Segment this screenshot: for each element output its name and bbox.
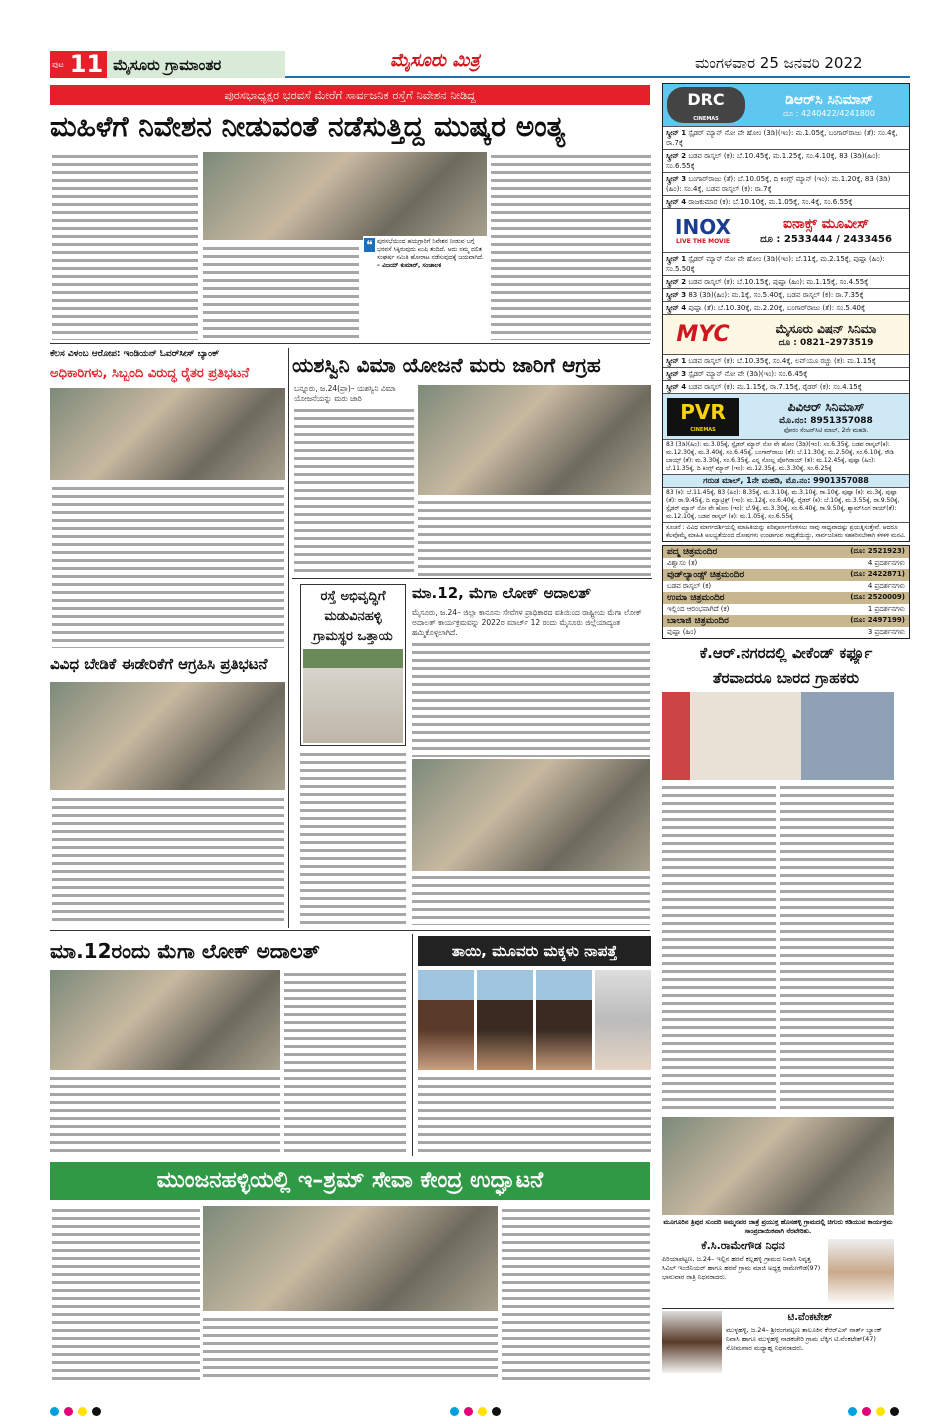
- screen-row: ಸ್ಕ್ರೀನ್ 1 ಸ್ಪೈಡರ್ ಮ್ಯಾನ್ ನೋ ವೇ ಹೋಂ (3ಡಿ)(ಇಂ): ಬೆ.11ಕ್ಕೆ, ಮ.2.15ಕ್ಕೆ, ಪುಷ್ಪಾ (ಹಿಂ): ಸಂ.5.50ಕ್ಕೆ: [663, 252, 909, 275]
- missing-person-photo: [477, 970, 533, 1070]
- lead-headline: ಮಹಿಳೆಗೆ ನಿವೇಶನ ನೀಡುವಂತೆ ನಡೆಸುತ್ತಿದ್ದ ಮುಷ್ಕರ ಅಂತ್ಯ: [50, 110, 566, 143]
- demands-body: [52, 795, 284, 925]
- adalat-lead: ಮೈಸೂರು, ಜ.24– ಜಿಲ್ಲಾ ಕಾನೂನು ಸೇವೆಗಳ ಪ್ರಾಧಿಕಾರದ ವತಿಯಿಂದ ರಾಷ್ಟ್ರೀಯ ಮೆಗಾ ಲೋಕ್ ಅದಾಲತ್ ಕಾರ್ಯಕ್ರಮವನ್ನು 2022ರ ಮಾರ್ಚ್ 12 ರಂದು ಮೈಸೂರು ಜಿಲ್ಲೆಯಾದ್ಯಂತ ಹಮ್ಮಿಕೊಳ್ಳಲಾಗಿದೆ.: [412, 608, 650, 638]
- myc-header: [663, 314, 909, 354]
- garuda-shows: 83 (ಕ): ಬೆ.11.45ಕ್ಕೆ, 83 (ಹಿಂ): 8.35ಕ್ಕೆ, ಮ.3.10ಕ್ಕೆ, ಮ.3.10ಕ್ಕೆ, ರಾ.10ಕ್ಕೆ, ಪುಷ್ಪಾ (ಕ): ಮ.3ಕ್ಕೆ, ಪುಷ್ಪಾ (ತೆ): ರಾ.9.45ಕ್ಕೆ, ದಿ ಮ್ಯಾಟ್ರಿಕ್ಸ್ (ಇಂ): ಮ.12ಕ್ಕೆ, ಸಂ.6.40ಕ್ಕೆ, ರೈಡರ್ (ಕ): ಬೆ.10ಕ್ಕೆ, ಮ.3.55ಕ್ಕೆ, ರಾ.9.50ಕ್ಕೆ, ಸ್ಪೈಡರ್ ಮ್ಯಾನ್ ನೋ ವೇ ಹೋಂ (ಇಂ): ಬೆ.9ಕ್ಕೆ, ಮ.3.30ಕ್ಕೆ, ಸಂ.6.40ಕ್ಕೆ, ರಾ.9.50ಕ್ಕೆ, ಶ್ಯಾಮ್‌ಸಿಂಗ ರಾಯ್(ತೆ): ಮ.12.10ಕ್ಕೆ, ಬಡವ ರಾಸ್ಕಲ್ (ಕ): ಮ.1.05ಕ್ಕೆ, ಸಂ.6.55ಕ್ಕೆ: [663, 487, 909, 522]
- registration-marks-left: [50, 1401, 106, 1420]
- demands-photo: [50, 682, 285, 790]
- divider: [292, 578, 652, 579]
- krnagar-photo: [662, 692, 894, 780]
- eshram-body-3: [502, 1206, 650, 1381]
- drc-header: [663, 84, 909, 126]
- theatre-header: ಬಾಲಾಜಿ ಚಿತ್ರಮಂದಿರ (ದೂ: 2497199): [663, 615, 909, 627]
- missing-photos: [418, 970, 651, 1070]
- demands-headline: ವಿವಿಧ ಬೇಡಿಕೆ ಈಡೇರಿಕೆಗೆ ಆಗ್ರಹಿಸಿ ಪ್ರತಿಭಟನೆ: [50, 655, 268, 673]
- missing-person-photo: [536, 970, 592, 1070]
- yashaswini-headline: ಯಶಸ್ವಿನಿ ವಿಮಾ ಯೋಜನೆ ಮರು ಜಾರಿಗೆ ಆಗ್ರಹ: [292, 353, 601, 377]
- festival-caption: ಮೂಗೂರಿನ ತ್ರಿಪುರ ಸುಂದರಿ ಅಮ್ಮನವರ ಜಾತ್ರೆ ಪ್ರಯುಕ್ತ ಹೊಸಹಳ್ಳಿ ಗ್ರಾಮದಲ್ಲಿ ಚಿಗುರು ಕಡಿಯುವ ಕಾರ್ಯಕ್ರಮ ಸಾಂಪ್ರದಾಯಿಕವಾಗಿ ನೆರವೇರಿತು.: [663, 1218, 893, 1235]
- quote-author: – ವಿಜಯ್ ಕುಮಾರ್, ಸಂಚಾಲಕ: [377, 262, 442, 269]
- screen-row: ಸ್ಕ್ರೀನ್ 3 83 (3ಡಿ)(ಹಿಂ): ಮ.1ಕ್ಕೆ, ಸಂ.5.40ಕ್ಕೆ, ಬಡವ ರಾಸ್ಕಲ್ (ಕ): ರಾ.7.35ಕ್ಕೆ: [663, 288, 909, 301]
- obituary: [662, 1239, 894, 1305]
- yashaswini-body-2: [418, 498, 651, 576]
- column-divider: [288, 348, 289, 928]
- divider: [50, 930, 650, 931]
- theatre-film: ಇಲ್ಲಿಂದ ಆರಂಭವಾಗಿದೆ (ಕ) 1 ಪ್ರದರ್ಶನಗಳು: [663, 604, 909, 615]
- bank-kicker: ಕೆಲಸ ವಿಳಂಬ ಆರೋಪ: ಇಂಡಿಯನ್ ಓವರ್‌ಸೀಸ್ ಬ್ಯಾಂಕ್: [50, 349, 220, 359]
- lead-photo: [203, 152, 487, 240]
- adalat2-photo: [50, 970, 280, 1070]
- screen-row: ಸ್ಕ್ರೀನ್ 4 ರಾಜಕುಮಾರ (ಕ): ಬೆ.10.10ಕ್ಕೆ, ಮ.1.05ಕ್ಕೆ, ಸಂ.4ಕ್ಕೆ, ಸಂ.6.55ಕ್ಕೆ: [663, 195, 909, 208]
- right-sidebar: [662, 83, 910, 1373]
- theatre-film: ವಿಶ್ವಾಸಂ (ತ) 4 ಪ್ರದರ್ಶನಗಳು: [663, 558, 909, 569]
- road-body: [300, 750, 406, 925]
- bank-body: [52, 484, 284, 648]
- inox-name: ಐನಾಕ್ಸ್ ಮೂವೀಸ್: [782, 216, 870, 232]
- bank-photo: [50, 388, 285, 480]
- pvr-location: ಫೋರಂ ಸೆಂಟರ್‌ಸಿಟಿ ಮಾಲ್, 2ನೇ ಮಹಡಿ.: [783, 426, 869, 434]
- festival-photo: [662, 1117, 894, 1215]
- drc-logo: DRC CINEMAS: [667, 87, 745, 123]
- registration-marks-right: [848, 1401, 904, 1420]
- road-headline: ರಸ್ತೆ ಅಭಿವೃದ್ಧಿಗೆ ಮಡುವಿನಹಳ್ಳಿ ಗ್ರಾಮಸ್ಥರ ಒತ್ತಾಯ: [313, 589, 393, 644]
- theatre-header: ಪದ್ಮ ಚಿತ್ರಮಂದಿರ (ದೂ: 2521923): [663, 546, 909, 558]
- adalat2-body-2: [50, 1074, 280, 1155]
- masthead-logo: ಮೈಸೂರು ಮಿತ್ರ: [390, 50, 480, 71]
- screen-row: ಸ್ಕ್ರೀನ್ 1 ಸ್ಪೈಡರ್ ಮ್ಯಾನ್ ನೋ ವೇ ಹೋಂ (3ಡಿ)(ಇಂ): ಮ.1.05ಕ್ಕೆ, ಬಂಗಾರ್‌ರಾಜು (ತೆ): ಸಂ.4ಕ್ಕೆ, ರಾ.7ಕ್ಕೆ: [663, 126, 909, 149]
- road-box: [300, 584, 406, 746]
- quote-icon: ❝: [364, 238, 375, 252]
- screen-row: ಸ್ಕ್ರೀನ್ 2 ಬಡವ ರಾಸ್ಕಲ್ (ಕ): ಬೆ.10.15ಕ್ಕೆ, ಪುಷ್ಪಾ (ಹಿಂ): ಮ.1.15ಕ್ಕೆ, ಸಂ.4.55ಕ್ಕೆ: [663, 275, 909, 288]
- eshram-body-2: [203, 1315, 498, 1381]
- yashaswini-lead: ಬನ್ನೂರು, ಜ.24(ಪ್ರಾ)– ಯಶಸ್ವಿನಿ ವಿಮಾ ಯೋಜನೆಯನ್ನು ಮರು ಜಾರಿ: [294, 384, 414, 404]
- issue-date: ಮಂಗಳವಾರ 25 ಜನವರಿ 2022: [695, 54, 863, 72]
- theatre-film: ಬಡವ ರಾಸ್ಕಲ್ (ಕ) 4 ಪ್ರದರ್ಶನಗಳು: [663, 581, 909, 592]
- bank-headline: ಅಧಿಕಾರಿಗಳು, ಸಿಬ್ಬಂದಿ ವಿರುದ್ಧ ರೈತರ ಪ್ರತಿಭಟನೆ: [50, 366, 250, 381]
- inox-header: [663, 208, 909, 252]
- myc-phone: ದೂ : 0821–2973519: [778, 337, 874, 348]
- krnagar-body: [662, 783, 894, 1114]
- pvr-name: ಪಿವಿಆರ್ ಸಿನಿಮಾಸ್: [787, 399, 865, 414]
- header-rule: [285, 76, 910, 78]
- pvr-header: [663, 393, 909, 439]
- theatre-list: [662, 545, 910, 639]
- drc-name: ಡಿಆರ್‌ಸಿ ಸಿನಿಮಾಸ್: [785, 92, 873, 108]
- pvr-shows: 83 (3ಡಿ)(ಹಿಂ): ಮ.3.05ಕ್ಕೆ, ಸ್ಪೈಡರ್ ಮ್ಯಾನ್ ನೋ ವೇ ಹೋಂ (3ಡಿ)(ಇಂ): ಸಂ.6.35ಕ್ಕೆ, ಬಡವ ರಾಸ್ಕಲ್(ಕ): ಮ.12.30ಕ್ಕೆ, ಮ.3.40ಕ್ಕೆ, ಸಂ.6.45ಕ್ಕೆ, ಬಂಗಾರ್‌ರಾಜು (ತೆ): ಬೆ.11.30ಕ್ಕೆ, ಮ.2.50ಕ್ಕೆ, ಸಂ.6.10ಕ್ಕೆ, ರೌಡಿ ಬಾಯ್ಸ್ (ತೆ): ಮ.3.30ಕ್ಕೆ, ಸಂ.6.35ಕ್ಕೆ, ಎನ್ನ ಸೋಲ್ಲ ಪೋಗಿರಾಯ್ (ತ): ಮ.12.45ಕ್ಕೆ, ಪುಷ್ಪಾ (ಹಿಂ): ಬೆ.11.35ಕ್ಕೆ, ದಿ ಕಿಂಗ್ಸ್ ಮ್ಯಾನ್ (ಇಂ): ಮ.12.35ಕ್ಕೆ, ಮ.3.30ಕ್ಕೆ, ಸಂ.6.25ಕ್ಕೆ: [663, 439, 909, 474]
- obituary: [662, 1308, 894, 1373]
- pvr-logo: PVR CINEMAS: [667, 398, 739, 436]
- section-title: ಮೈಸೂರು ಗ್ರಾಮಾಂತರ: [113, 55, 222, 74]
- obituary-name: ಕೆ.ಸಿ.ರಾಮೇಗೌಡ ನಿಧನ: [701, 1239, 785, 1252]
- eshram-headline: ಮುಂಜನಹಳ್ಳಿಯಲ್ಲಿ ಇ–ಶ್ರಮ್ ಸೇವಾ ಕೇಂದ್ರ ಉದ್ಘಾಟನೆ: [50, 1162, 650, 1200]
- theatre-film: ಪುಷ್ಪಾ (ಹಿಂ) 3 ಪ್ರದರ್ಶನಗಳು: [663, 627, 909, 638]
- inox-phone: ದೂ : 2533444 / 2433456: [760, 234, 892, 245]
- garuda-heading: ಗರುಡ ಮಾಲ್, 1ನೇ ಮಹಡಿ, ಮೊ.ನಂ: 9901357088: [663, 474, 909, 487]
- screen-row: ಸ್ಕ್ರೀನ್ 3 ಸ್ಪೈಡರ್ ಮ್ಯಾನ್ ನೋ ವೇ (3ಡಿ)(ಇಂ): ಸಂ.6.45ಕ್ಕೆ: [663, 367, 909, 380]
- page-number-box: [50, 51, 285, 78]
- road-photo: [303, 649, 403, 743]
- theatre-header: ಉಮಾ ಚಿತ್ರಮಂದಿರ (ದೂ: 2520009): [663, 592, 909, 604]
- quote-box: [363, 236, 487, 272]
- quote-text: ಪುರಸಭೆಯಿಂದ ಹಯಗ್ರಾರಿಗೆ ನಿವೇಶನ ನೀಡುವ ಬಗ್ಗೆ ಭರವಸೆ ಸಿಕ್ಕಿರುವುದು ಖುಷಿ ತಂದಿದೆ. ಅದು ನಮ್ಮ ದಲಿತ ಸಂಘರ್ಷ ಸಮಿತಿ ಹೋರಾಟ ನಡೆಸುವುದಕ್ಕೆ ಜಯವಾಗಿದೆ.: [377, 238, 484, 261]
- lead-body-col1: [52, 152, 198, 340]
- krnagar-body-1: [662, 783, 776, 1114]
- krnagar-body-2: [780, 783, 894, 1114]
- missing-headline: ತಾಯಿ, ಮೂವರು ಮಕ್ಕಳು ನಾಪತ್ತೆ: [418, 936, 651, 966]
- registration-marks-center: [450, 1401, 506, 1420]
- page-prefix: ಪುಟ: [50, 51, 66, 78]
- column-divider: [412, 934, 413, 1156]
- missing-body: [418, 1074, 651, 1155]
- screen-row: ಸ್ಕ್ರೀನ್ 3 ಬಂಗಾರ್‌ರಾಜು (ತೆ): ಬೆ.10.05ಕ್ಕೆ, ದಿ ಕಿಂಗ್ಸ್ ಮ್ಯಾನ್ (ಇಂ): ಮ.1.20ಕ್ಕೆ, 83 (3ಡಿ)(ಹಿಂ): ಸಂ.4ಕ್ಕೆ, ಬಡವ ರಾಸ್ಕಲ್ (ಕ): ರಾ.7ಕ್ಕೆ: [663, 172, 909, 195]
- obituary-photo: [828, 1239, 894, 1305]
- myc-name: ಮೈಸೂರು ವಿಷನ್ ಸಿನಿಮಾ: [775, 321, 877, 336]
- screen-row: ಸ್ಕ್ರೀನ್ 1 ಬಡವ ರಾಸ್ಕಲ್ (ಕ): ಬೆ.10.35ಕ್ಕೆ, ಸಂ.4ಕ್ಕೆ, ಲವ್‌ಯೂ ರಚ್ಚು (ಕ): ಮ.1.15ಕ್ಕೆ: [663, 354, 909, 367]
- lead-kicker: ಪುರಸಭಾಧ್ಯಕ್ಷರ ಭರವಸೆ ಮೇರೆಗೆ ಸಾರ್ವಜನಿಕ ರಸ್ತೆಗೆ ನಿವೇಶನ ನೀಡಿದ್ದ: [50, 85, 650, 105]
- adalat2-body: [284, 970, 406, 1155]
- lead-body-col2: [203, 244, 359, 340]
- obituary-text: ಪಿರಿಯಾಪಟ್ಟಣ, ಜ.24– ಇಲ್ಲಿನ ಹರವೆ ಕಲ್ಲಹಳ್ಳಿ ಗ್ರಾಮದ ನಿವಾಸಿ ನಿವೃತ್ತ ಸಿವಿಲ್ ಇಂಜಿನಿಯರ್ ಹಾಗೂ ಹರವೆ ಗ್ರಾಮ ಮಾಜಿ ಅಧ್ಯಕ್ಷ ರಾಮೇಗೌಡ(97) ಭಾನುವಾರ ರಾತ್ರಿ ನಿಧನರಾದರು.: [662, 1255, 821, 1281]
- drc-phone: ದೂ : 4240422/4241800: [782, 109, 875, 118]
- yashaswini-body: [294, 406, 414, 576]
- obituary-text: ಮುಳ್ಳಹಳ್ಳಿ, ಜ.24– ಶ್ರೀರಂಗಪಟ್ಟಣ ತಾಲೂಕಿನ ಕೆಆರ್‌ಎಸ್ ನಾರ್ತ್ ಬ್ಯಾಂಕ್ ನಿವಾಸಿ ಹಾಗೂ ಮುಳ್ಳಹಳ್ಳಿ ನಾಡಕಚೇರಿ ಗ್ರಾಮ ಲೆಕ್ಕಿಗ ಟಿ.ವೆಂಕಟೇಶ್(47) ಸೋಮವಾರ ಮಧ್ಯಾಹ್ನ ನಿಧನರಾದರು.: [726, 1326, 882, 1352]
- cinema-box: [662, 83, 910, 542]
- obituary-photo: [662, 1311, 722, 1373]
- adalat-column: [412, 580, 652, 925]
- adalat2-headline: ಮಾ.12ರಂದು ಮೆಗಾ ಲೋಕ್ ಅದಾಲತ್: [50, 939, 320, 963]
- krnagar-headline-1: ಕೆ.ಆರ್.ನಗರದಲ್ಲಿ ವೀಕೆಂಡ್ ಕರ್ಫ್ಯೂ: [699, 644, 873, 662]
- adalat-headline: ಮಾ.12, ಮೆಗಾ ಲೋಕ್ ಅದಾಲತ್: [412, 584, 591, 602]
- eshram-body-1: [52, 1206, 200, 1381]
- missing-person-photo: [595, 970, 651, 1070]
- krnagar-headline-2: ತೆರವಾದರೂ ಬಾರದ ಗ್ರಾಹಕರು: [712, 669, 860, 687]
- yashaswini-photo: [418, 385, 651, 495]
- page-number: 11: [66, 51, 107, 78]
- lead-body-col4: [491, 152, 651, 340]
- myc-logo: MYC: [676, 321, 730, 347]
- adalat-caption: [412, 873, 650, 925]
- pvr-phone: ಮೊ.ನಂ: 8951357088: [779, 415, 873, 426]
- screen-row: ಸ್ಕ್ರೀನ್ 4 ಪುಷ್ಪಾ (ತೆ): ಬೆ.10.30ಕ್ಕೆ, ಮ.2.20ಕ್ಕೆ, ಬಂಗಾರ್‌ರಾಜು (ತೆ): ಸಂ.5.40ಕ್ಕೆ: [663, 301, 909, 314]
- screen-row: ಸ್ಕ್ರೀನ್ 4 ಬಡವ ರಾಸ್ಕಲ್ (ಕ): ಮ.1.15ಕ್ಕೆ, ರಾ.7.15ಕ್ಕೆ, ರೈಡರ್ (ಕ): ಸಂ.4.15ಕ್ಕೆ: [663, 380, 909, 393]
- obituary-name: ಟಿ.ವೆಂಕಟೇಶ್: [787, 1312, 833, 1323]
- inox-logo: INOX LIVE THE MOVIE: [675, 214, 731, 245]
- screen-row: ಸ್ಕ್ರೀನ್ 2 ಬಡವ ರಾಸ್ಕಲ್ (ಕ): ಬೆ.10.45ಕ್ಕೆ, ಮ.1.25ಕ್ಕೆ, ಸಂ.4.10ಕ್ಕೆ, 83 (3ಡಿ)(ಹಿಂ): ಸಂ.6.55ಕ್ಕೆ: [663, 149, 909, 172]
- divider: [50, 343, 650, 344]
- cinema-notice: ಸೂಚನೆ : ವಿವಿಧ ಮಾರ್ಗದರ್ಶಿಯಲ್ಲಿ ಮಾಹಿತಿಯನ್ನು ಪರಿಪೂರ್ಣಗೊಳಿಸಲು ನಾವು ಸಾಧ್ಯವಾದಷ್ಟು ಪ್ರಯತ್ನಿಸುತ್ತೇವೆ. ಆದರೂ ಕೆಲವೊಮ್ಮೆ ಮಾಹಿತಿ ಅಲಭ್ಯತೆಯಿಂದ ದೋಷಗಳು ಉಂಟಾಗುವ ಸಾಧ್ಯತೆಯಿದ್ದು, ಸಾರ್ವಜನಿಕರು ಸಹಕರಿಸಬೇಕಾಗಿ ಕಳಕಳಿ ಮನವಿ.: [663, 522, 909, 541]
- theatre-header: ವುಡ್‌ಲ್ಯಾಂಡ್ಸ್ ಚಿತ್ರಮಂದಿರ (ದೂ: 2422871): [663, 569, 909, 581]
- missing-person-photo: [418, 970, 474, 1070]
- eshram-photo: [203, 1206, 498, 1311]
- adalat-photo: [412, 759, 650, 871]
- adalat-body: [412, 640, 650, 757]
- yashaswini-column: [294, 384, 414, 576]
